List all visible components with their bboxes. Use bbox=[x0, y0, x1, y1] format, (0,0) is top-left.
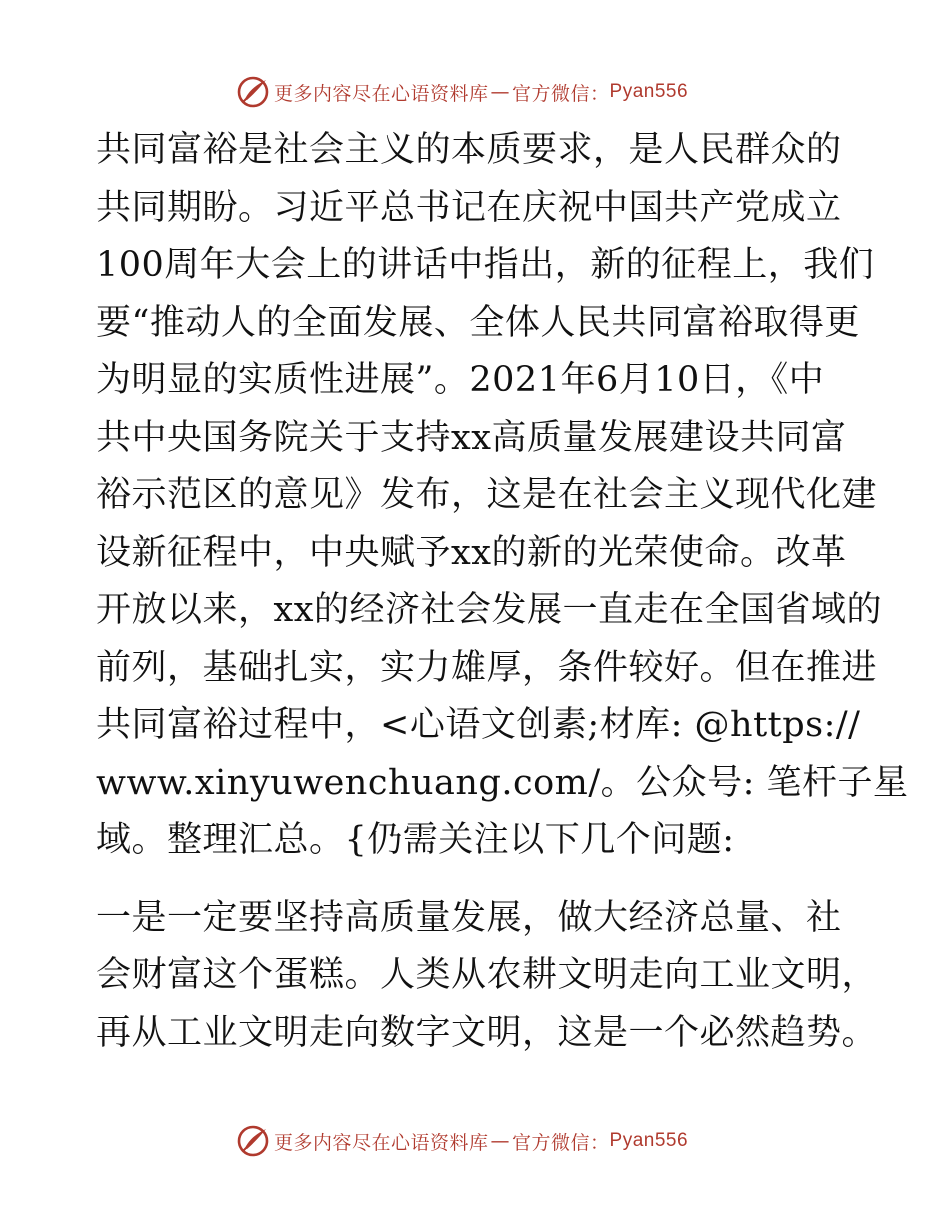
text-line: 要“推动人的全面发展、全体人民共同富裕取得更 bbox=[96, 302, 860, 343]
text-line: www.xinyuwenchuang.com/。公众号: 笔杆子星 bbox=[96, 762, 909, 803]
footer-brand-text: 更多内容尽在心语资料库 bbox=[274, 1131, 489, 1154]
text-line: 为明显的实质性进展”。2021年6月10日，《中 bbox=[96, 360, 825, 400]
paragraph bbox=[96, 122, 909, 870]
text-line: 一是一定要坚持高质量发展，做大经济总量、社 bbox=[96, 897, 842, 938]
paragraph-spacer bbox=[96, 870, 866, 890]
text-line: 前列，基础扎实，实力雄厚，条件较好。但在推进 bbox=[96, 647, 878, 688]
text-line: 共同富裕过程中，<心语文创素;材库: @https:// bbox=[96, 705, 861, 745]
header-wechat-id: Pyan556 bbox=[609, 81, 689, 102]
quill-circle-logo-icon bbox=[236, 75, 270, 109]
footer-watermark bbox=[236, 1121, 688, 1161]
quill-circle-logo-icon bbox=[236, 1124, 270, 1158]
text-line: 域。整理汇总。{仍需关注以下几个问题: bbox=[96, 820, 735, 860]
text-line: 共同期盼。习近平总书记在庆祝中国共产党成立 bbox=[96, 187, 842, 228]
text-line: 共同富裕是社会主义的本质要求，是人民群众的 bbox=[96, 130, 842, 170]
text-line: 再从工业文明走向数字文明，这是一个必然趋势。 bbox=[96, 1012, 878, 1053]
header-separator: — bbox=[490, 81, 511, 103]
header-wechat-label: 官方微信： bbox=[512, 82, 610, 105]
text-line: 100周年大会上的讲话中指出，新的征程上，我们 bbox=[96, 245, 875, 285]
footer-separator: — bbox=[490, 1130, 511, 1152]
header-watermark bbox=[236, 72, 688, 112]
header-brand-text: 更多内容尽在心语资料库 bbox=[274, 82, 489, 105]
document-body bbox=[96, 122, 909, 1062]
paragraph bbox=[96, 890, 878, 1063]
text-line: 共中央国务院关于支持xx高质量发展建设共同富 bbox=[96, 417, 847, 458]
text-line: 设新征程中，中央赋予xx的新的光荣使命。改革 bbox=[96, 532, 847, 573]
text-line: 裕示范区的意见》发布，这是在社会主义现代化建 bbox=[96, 475, 878, 515]
footer-wechat-id: Pyan556 bbox=[609, 1130, 689, 1151]
text-line: 开放以来，xx的经济社会发展一直走在全国省域的 bbox=[96, 590, 882, 630]
footer-wechat-label: 官方微信： bbox=[512, 1131, 610, 1154]
text-line: 会财富这个蛋糕。人类从农耕文明走向工业文明， bbox=[96, 955, 878, 995]
